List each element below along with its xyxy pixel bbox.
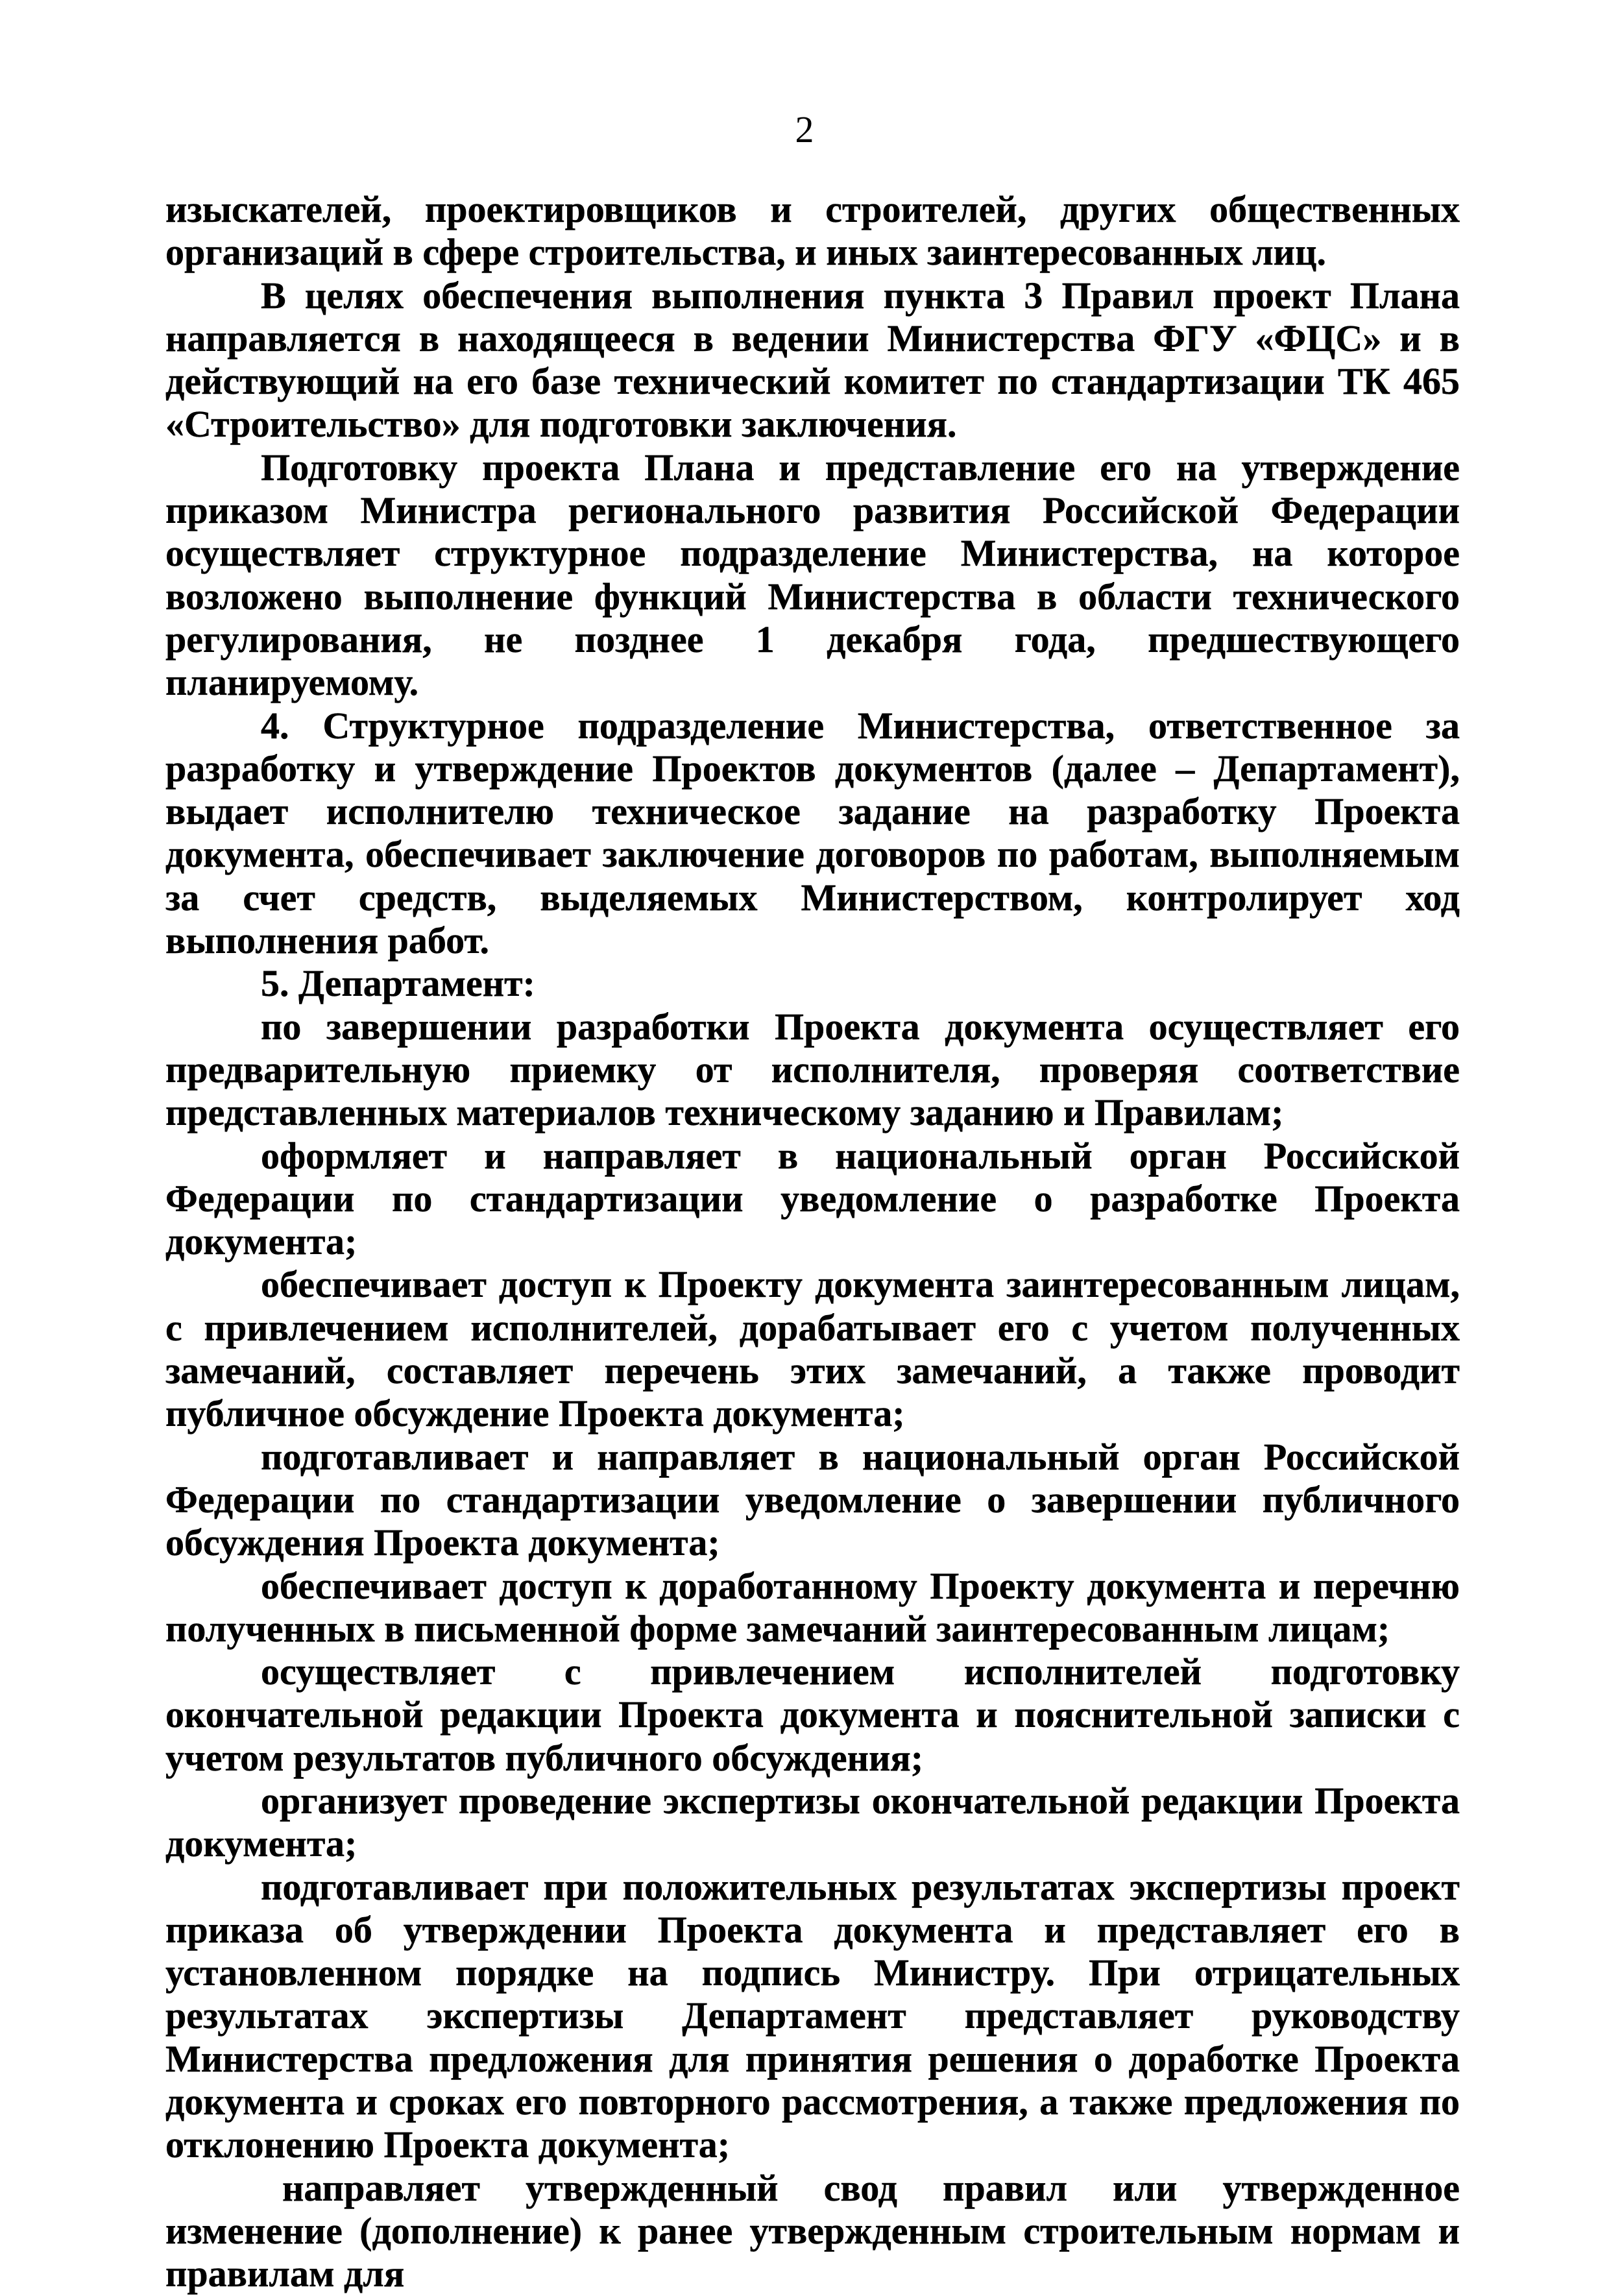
list-item-expertise: организует проведение экспертизы окончательной редакции Проекта документа; [165, 1779, 1460, 1865]
document-body [165, 188, 1460, 2296]
list-item-dispatch: направляет утвержденный свод правил или утвержденное изменение (дополнение) к ранее утвержденным строительным нормам и правилам для [165, 2166, 1460, 2295]
paragraph-plan-review: В целях обеспечения выполнения пункта 3 Правил проект Плана направляется в находящееся в ведении Министерства ФГУ «ФЦС» и в действующий на его базе технический комитет по стандартизации ТК 465 «Строительство» для подготовки заключения. [165, 274, 1460, 446]
list-item-access: обеспечивает доступ к Проекту документа заинтересованным лицам, с привлечением исполнителей, дорабатывает его с учетом полученных замечаний, составляет перечень этих замечаний, а также проводит публичное обсуждение Проекта документа; [165, 1263, 1460, 1435]
list-item-approval-order: подготавливает при положительных результатах экспертизы проект приказа об утверждении Проекта документа и представляет его в установленном порядке на подпись Министру. При отрицательных результатах экспертизы Департамент представляет руководству Министерства предложения для принятия решения о доработке Проекта документа и сроках его повторного рассмотрения, а также предложения по отклонению Проекта документа; [165, 1865, 1460, 2166]
list-item-final-edition: осуществляет с привлечением исполнителей подготовку окончательной редакции Проекта документа и пояснительной записки с учетом результатов публичного обсуждения; [165, 1650, 1460, 1779]
list-item-acceptance: по завершении разработки Проекта документа осуществляет его предварительную приемку от исполнителя, проверяя соответствие представленных материалов техническому заданию и Правилам; [165, 1005, 1460, 1134]
paragraph-item-5-heading: 5. Департамент: [261, 962, 535, 1005]
list-item-notification: оформляет и направляет в национальный орган Российской Федерации по стандартизации уведомление о разработке Проекта документа; [165, 1134, 1460, 1263]
paragraph-item-4: 4. Структурное подразделение Министерства, ответственное за разработку и утверждение Проектов документов (далее – Департамент), выдает исполнителю техническое задание на разработку Проекта документа, обеспечивает заключение договоров по работам, выполняемым за счет средств, выделяемых Министерством, контролирует ход выполнения работ. [165, 704, 1460, 962]
paragraph-continuation: изыскателей, проектировщиков и строителей, других общественных организаций в сфере строительства, и иных заинтересованных лиц. [165, 188, 1460, 274]
list-item-revised-access: обеспечивает доступ к доработанному Проекту документа и перечню полученных в письменной форме замечаний заинтересованным лицам; [165, 1564, 1460, 1650]
paragraph-plan-preparation: Подготовку проекта Плана и представление его на утверждение приказом Министра регионального развития Российской Федерации осуществляет структурное подразделение Министерства, на которое возложено выполнение функций Министерства в области технического регулирования, не позднее 1 декабря года, предшествующего планируемому. [165, 446, 1460, 704]
list-item-completion-notice: подготавливает и направляет в национальный орган Российской Федерации по стандартизации уведомление о завершении публичного обсуждения Проекта документа; [165, 1435, 1460, 1564]
page-number: 2 [795, 108, 814, 151]
